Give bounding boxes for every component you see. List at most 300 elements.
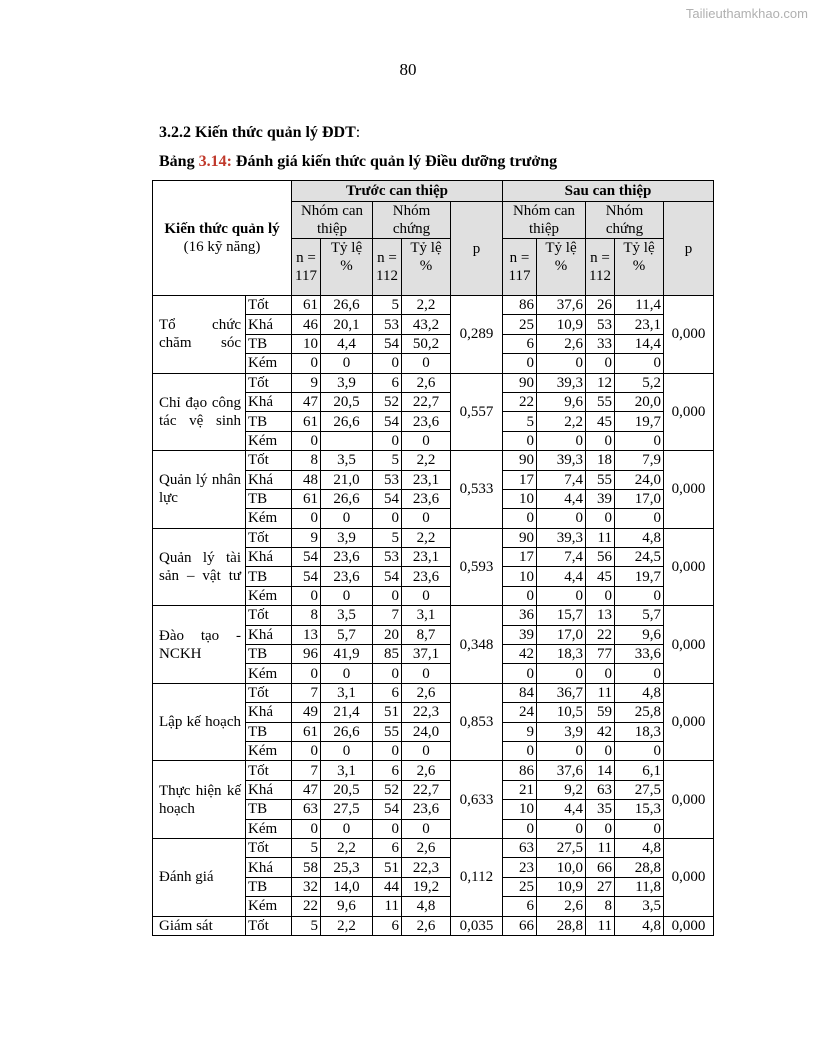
value-cell: 45 <box>586 412 615 431</box>
value-cell: 6 <box>373 683 402 702</box>
p-value-after: 0,000 <box>664 683 714 761</box>
value-cell: 3,9 <box>321 528 373 547</box>
value-cell: 54 <box>292 548 321 567</box>
value-cell: 22,3 <box>402 858 451 877</box>
value-cell: 23,6 <box>402 489 451 508</box>
value-cell: 55 <box>586 392 615 411</box>
value-cell: 9,2 <box>537 780 586 799</box>
value-cell: 9,6 <box>321 897 373 916</box>
value-cell: 7,4 <box>537 548 586 567</box>
value-cell: 19,7 <box>615 567 664 586</box>
value-cell: 54 <box>373 334 402 353</box>
value-cell: 0 <box>537 741 586 760</box>
value-cell: 53 <box>373 548 402 567</box>
value-cell: 25,8 <box>615 703 664 722</box>
level-label: TB <box>246 645 292 664</box>
value-cell: 52 <box>373 392 402 411</box>
value-cell: 0 <box>537 819 586 838</box>
skill-name: Thực hiện kế hoạch <box>153 761 246 839</box>
level-label: TB <box>246 567 292 586</box>
value-cell: 0 <box>503 741 537 760</box>
value-cell: 61 <box>292 722 321 741</box>
value-cell: 37,6 <box>537 761 586 780</box>
value-cell: 17 <box>503 470 537 489</box>
value-cell: 0 <box>321 819 373 838</box>
p-value-before: 0,112 <box>451 838 503 916</box>
value-cell: 0 <box>373 586 402 605</box>
value-cell: 24,0 <box>615 470 664 489</box>
level-label: Khá <box>246 625 292 644</box>
value-cell: 7 <box>292 683 321 702</box>
value-cell: 32 <box>292 877 321 896</box>
value-cell: 26 <box>586 296 615 315</box>
value-cell: 11 <box>586 838 615 857</box>
value-cell: 0 <box>537 509 586 528</box>
value-cell: 39,3 <box>537 373 586 392</box>
p-value-after: 0,000 <box>664 916 714 935</box>
value-cell: 0 <box>537 664 586 683</box>
value-cell: 63 <box>586 780 615 799</box>
caption-number: 3.14: <box>198 153 232 170</box>
value-cell: 8 <box>292 451 321 470</box>
value-cell: 53 <box>373 470 402 489</box>
value-cell: 39 <box>503 625 537 644</box>
value-cell: 3,9 <box>537 722 586 741</box>
after-n-intervention: n = 117 <box>503 239 537 296</box>
value-cell: 17,0 <box>615 489 664 508</box>
value-cell: 9 <box>292 373 321 392</box>
value-cell: 2,6 <box>402 373 451 392</box>
table-header <box>153 181 714 296</box>
value-cell: 0 <box>292 741 321 760</box>
value-cell: 18,3 <box>615 722 664 741</box>
value-cell: 28,8 <box>537 916 586 935</box>
value-cell: 26,6 <box>321 296 373 315</box>
value-cell: 0 <box>373 741 402 760</box>
value-cell: 27,5 <box>537 838 586 857</box>
p-value-before: 0,853 <box>451 683 503 761</box>
level-label: Tốt <box>246 838 292 857</box>
value-cell: 24,5 <box>615 548 664 567</box>
after-header: Sau can thiệp <box>503 181 714 202</box>
value-cell: 18 <box>586 451 615 470</box>
table-row <box>153 761 714 780</box>
value-cell: 5,7 <box>321 625 373 644</box>
level-label: TB <box>246 722 292 741</box>
skill-name: Đánh giá <box>153 838 246 916</box>
skill-name: Chỉ đạo công tác vệ sinh <box>153 373 246 451</box>
before-header: Trước can thiệp <box>292 181 503 202</box>
value-cell: 4,4 <box>321 334 373 353</box>
level-label: Tốt <box>246 761 292 780</box>
after-p-header: p <box>664 202 714 296</box>
value-cell: 5 <box>373 528 402 547</box>
value-cell: 66 <box>586 858 615 877</box>
caption-title: Đánh giá kiến thức quản lý Điều dưỡng trưởng <box>231 153 558 170</box>
value-cell: 46 <box>292 315 321 334</box>
value-cell: 85 <box>373 645 402 664</box>
value-cell: 0 <box>615 586 664 605</box>
value-cell: 23,6 <box>321 548 373 567</box>
skill-name: Tổ chức chăm sóc <box>153 296 246 374</box>
value-cell: 5,7 <box>615 606 664 625</box>
value-cell: 0 <box>586 431 615 450</box>
p-value-after: 0,000 <box>664 451 714 529</box>
value-cell: 26,6 <box>321 412 373 431</box>
value-cell: 23,1 <box>615 315 664 334</box>
before-ratio-control: Tỷ lệ % <box>402 239 451 296</box>
value-cell: 35 <box>586 800 615 819</box>
value-cell: 15,3 <box>615 800 664 819</box>
value-cell: 0 <box>537 431 586 450</box>
level-label: TB <box>246 800 292 819</box>
value-cell: 9,6 <box>615 625 664 644</box>
value-cell: 2,6 <box>537 334 586 353</box>
value-cell: 5 <box>292 916 321 935</box>
value-cell: 0 <box>586 509 615 528</box>
value-cell: 58 <box>292 858 321 877</box>
level-label: Tốt <box>246 451 292 470</box>
value-cell: 11 <box>586 683 615 702</box>
value-cell: 0 <box>615 431 664 450</box>
value-cell: 39,3 <box>537 528 586 547</box>
value-cell: 61 <box>292 489 321 508</box>
value-cell: 7,9 <box>615 451 664 470</box>
value-cell: 4,4 <box>537 567 586 586</box>
value-cell: 51 <box>373 703 402 722</box>
level-label: Tốt <box>246 296 292 315</box>
value-cell: 43,2 <box>402 315 451 334</box>
value-cell: 26,6 <box>321 489 373 508</box>
value-cell: 28,8 <box>615 858 664 877</box>
value-cell: 0 <box>503 586 537 605</box>
value-cell: 27 <box>586 877 615 896</box>
value-cell: 23,6 <box>321 567 373 586</box>
value-cell: 23,6 <box>402 567 451 586</box>
value-cell: 0 <box>373 819 402 838</box>
value-cell: 11 <box>586 528 615 547</box>
value-cell: 25 <box>503 877 537 896</box>
value-cell: 33 <box>586 334 615 353</box>
value-cell: 96 <box>292 645 321 664</box>
value-cell: 0 <box>292 431 321 450</box>
value-cell: 48 <box>292 470 321 489</box>
skill-name: Lập kế hoạch <box>153 683 246 761</box>
value-cell: 0 <box>615 819 664 838</box>
p-value-after: 0,000 <box>664 528 714 606</box>
section-title: 3.2.2 Kiến thức quản lý ĐDT <box>159 124 356 141</box>
value-cell: 0 <box>373 431 402 450</box>
page-number: 80 <box>399 60 417 79</box>
value-cell: 12 <box>586 373 615 392</box>
value-cell: 52 <box>373 780 402 799</box>
value-cell: 6 <box>373 373 402 392</box>
value-cell: 21 <box>503 780 537 799</box>
value-cell: 54 <box>373 489 402 508</box>
value-cell: 37,6 <box>537 296 586 315</box>
value-cell: 0 <box>402 354 451 373</box>
value-cell: 0 <box>321 354 373 373</box>
skill-name: Quản lý nhân lực <box>153 451 246 529</box>
value-cell: 20,0 <box>615 392 664 411</box>
value-cell: 54 <box>373 567 402 586</box>
value-cell: 20 <box>373 625 402 644</box>
p-value-after: 0,000 <box>664 296 714 374</box>
value-cell: 2,2 <box>402 528 451 547</box>
value-cell: 15,7 <box>537 606 586 625</box>
value-cell: 0 <box>373 664 402 683</box>
value-cell: 0 <box>503 509 537 528</box>
value-cell: 2,6 <box>537 897 586 916</box>
p-value-before: 0,289 <box>451 296 503 374</box>
value-cell: 0 <box>586 586 615 605</box>
value-cell: 10 <box>503 567 537 586</box>
value-cell: 55 <box>586 470 615 489</box>
value-cell: 4,8 <box>615 528 664 547</box>
value-cell: 37,1 <box>402 645 451 664</box>
value-cell: 25 <box>503 315 537 334</box>
p-value-after: 0,000 <box>664 761 714 839</box>
value-cell: 4,4 <box>537 800 586 819</box>
value-cell: 20,5 <box>321 392 373 411</box>
value-cell <box>321 431 373 450</box>
value-cell: 0 <box>292 586 321 605</box>
value-cell: 0 <box>373 354 402 373</box>
value-cell: 4,8 <box>615 683 664 702</box>
value-cell: 2,6 <box>402 683 451 702</box>
level-label: Kém <box>246 431 292 450</box>
skill-name: Quản lý tài sản – vật tư <box>153 528 246 606</box>
value-cell: 84 <box>503 683 537 702</box>
value-cell: 27,5 <box>321 800 373 819</box>
value-cell: 63 <box>292 800 321 819</box>
after-ratio-intervention: Tỷ lệ % <box>537 239 586 296</box>
value-cell: 23,6 <box>402 800 451 819</box>
table-row <box>153 528 714 547</box>
level-label: Kém <box>246 354 292 373</box>
value-cell: 3,1 <box>402 606 451 625</box>
value-cell: 86 <box>503 761 537 780</box>
level-label: Tốt <box>246 528 292 547</box>
value-cell: 18,3 <box>537 645 586 664</box>
value-cell: 42 <box>503 645 537 664</box>
value-cell: 54 <box>373 800 402 819</box>
value-cell: 0 <box>586 664 615 683</box>
value-cell: 2,6 <box>402 916 451 935</box>
value-cell: 66 <box>503 916 537 935</box>
value-cell: 23,1 <box>402 548 451 567</box>
value-cell: 51 <box>373 858 402 877</box>
section-colon: : <box>355 124 361 141</box>
value-cell: 24,0 <box>402 722 451 741</box>
value-cell: 2,2 <box>402 296 451 315</box>
value-cell: 0 <box>503 664 537 683</box>
level-label: Khá <box>246 470 292 489</box>
level-label: Khá <box>246 392 292 411</box>
value-cell: 0 <box>503 819 537 838</box>
before-intervention-group: Nhóm can thiệp <box>292 202 373 239</box>
value-cell: 10 <box>503 800 537 819</box>
skill-name: Đào tạo - NCKH <box>153 606 246 684</box>
knowledge-header <box>153 181 292 296</box>
value-cell: 21,4 <box>321 703 373 722</box>
value-cell: 8 <box>586 897 615 916</box>
level-label: Kém <box>246 509 292 528</box>
value-cell: 6,1 <box>615 761 664 780</box>
table-row <box>153 296 714 315</box>
level-label: TB <box>246 489 292 508</box>
value-cell: 23,6 <box>402 412 451 431</box>
value-cell: 6 <box>373 838 402 857</box>
p-value-before: 0,348 <box>451 606 503 684</box>
value-cell: 10 <box>292 334 321 353</box>
value-cell: 49 <box>292 703 321 722</box>
value-cell: 11,8 <box>615 877 664 896</box>
value-cell: 45 <box>586 567 615 586</box>
watermark: Tailieuthamkhao.com <box>685 6 808 21</box>
value-cell: 0 <box>292 509 321 528</box>
value-cell: 23,1 <box>402 470 451 489</box>
after-intervention-group: Nhóm can thiệp <box>503 202 586 239</box>
knowledge-title: Kiến thức quản lý <box>164 221 280 237</box>
value-cell: 9 <box>503 722 537 741</box>
value-cell: 6 <box>503 334 537 353</box>
value-cell: 4,4 <box>537 489 586 508</box>
level-label: TB <box>246 412 292 431</box>
before-control-group: Nhóm chứng <box>373 202 451 239</box>
value-cell: 0 <box>402 664 451 683</box>
value-cell: 17,0 <box>537 625 586 644</box>
value-cell: 10,0 <box>537 858 586 877</box>
value-cell: 44 <box>373 877 402 896</box>
value-cell: 20,5 <box>321 780 373 799</box>
value-cell: 42 <box>586 722 615 741</box>
value-cell: 0 <box>402 509 451 528</box>
level-label: Kém <box>246 664 292 683</box>
value-cell: 10 <box>503 489 537 508</box>
value-cell: 36,7 <box>537 683 586 702</box>
value-cell: 56 <box>586 548 615 567</box>
value-cell: 3,5 <box>321 606 373 625</box>
value-cell: 0 <box>292 354 321 373</box>
value-cell: 19,2 <box>402 877 451 896</box>
value-cell: 0 <box>402 431 451 450</box>
value-cell: 4,8 <box>615 916 664 935</box>
value-cell: 7,4 <box>537 470 586 489</box>
p-value-after: 0,000 <box>664 838 714 916</box>
level-label: Khá <box>246 780 292 799</box>
value-cell: 13 <box>586 606 615 625</box>
level-label: Khá <box>246 315 292 334</box>
table-row <box>153 373 714 392</box>
level-label: Tốt <box>246 373 292 392</box>
value-cell: 0 <box>503 431 537 450</box>
value-cell: 90 <box>503 373 537 392</box>
value-cell: 0 <box>402 586 451 605</box>
value-cell: 4,8 <box>402 897 451 916</box>
value-cell: 86 <box>503 296 537 315</box>
p-value-before: 0,633 <box>451 761 503 839</box>
value-cell: 5,2 <box>615 373 664 392</box>
value-cell: 2,2 <box>321 916 373 935</box>
value-cell: 3,1 <box>321 761 373 780</box>
level-label: Kém <box>246 819 292 838</box>
value-cell: 14 <box>586 761 615 780</box>
value-cell: 7 <box>373 606 402 625</box>
value-cell: 27,5 <box>615 780 664 799</box>
value-cell: 11,4 <box>615 296 664 315</box>
value-cell: 2,2 <box>537 412 586 431</box>
skill-name: Giám sát <box>153 916 246 935</box>
level-label: Tốt <box>246 606 292 625</box>
value-cell: 4,8 <box>615 838 664 857</box>
value-cell: 77 <box>586 645 615 664</box>
table-row <box>153 606 714 625</box>
before-n-control: n = 112 <box>373 239 402 296</box>
p-value-before: 0,533 <box>451 451 503 529</box>
level-label: Khá <box>246 548 292 567</box>
value-cell: 0 <box>292 664 321 683</box>
table-row <box>153 838 714 857</box>
value-cell: 6 <box>373 761 402 780</box>
value-cell: 0 <box>537 354 586 373</box>
value-cell: 22,7 <box>402 780 451 799</box>
level-label: Kém <box>246 586 292 605</box>
value-cell: 24 <box>503 703 537 722</box>
value-cell: 0 <box>292 819 321 838</box>
p-value-before: 0,035 <box>451 916 503 935</box>
before-ratio-intervention: Tỷ lệ % <box>321 239 373 296</box>
value-cell: 90 <box>503 451 537 470</box>
value-cell: 9 <box>292 528 321 547</box>
value-cell: 26,6 <box>321 722 373 741</box>
value-cell: 0 <box>586 354 615 373</box>
value-cell: 2,2 <box>402 451 451 470</box>
level-label: Tốt <box>246 916 292 935</box>
value-cell: 36 <box>503 606 537 625</box>
value-cell: 3,9 <box>321 373 373 392</box>
p-value-before: 0,557 <box>451 373 503 451</box>
table-body <box>153 296 714 936</box>
after-ratio-control: Tỷ lệ % <box>615 239 664 296</box>
value-cell: 53 <box>373 315 402 334</box>
value-cell: 10,9 <box>537 315 586 334</box>
value-cell: 0 <box>321 664 373 683</box>
value-cell: 0 <box>321 586 373 605</box>
caption-prefix: Bảng <box>159 153 199 170</box>
value-cell: 25,3 <box>321 858 373 877</box>
value-cell: 63 <box>503 838 537 857</box>
value-cell: 2,2 <box>321 838 373 857</box>
value-cell: 22 <box>503 392 537 411</box>
value-cell: 0 <box>402 741 451 760</box>
value-cell: 0 <box>586 819 615 838</box>
value-cell: 2,6 <box>402 761 451 780</box>
level-label: TB <box>246 334 292 353</box>
value-cell: 39 <box>586 489 615 508</box>
value-cell: 0 <box>321 509 373 528</box>
value-cell: 14,4 <box>615 334 664 353</box>
value-cell: 61 <box>292 412 321 431</box>
value-cell: 8 <box>292 606 321 625</box>
level-label: Kém <box>246 897 292 916</box>
level-label: TB <box>246 877 292 896</box>
value-cell: 11 <box>586 916 615 935</box>
value-cell: 3,5 <box>321 451 373 470</box>
value-cell: 23 <box>503 858 537 877</box>
value-cell: 11 <box>373 897 402 916</box>
value-cell: 0 <box>321 741 373 760</box>
